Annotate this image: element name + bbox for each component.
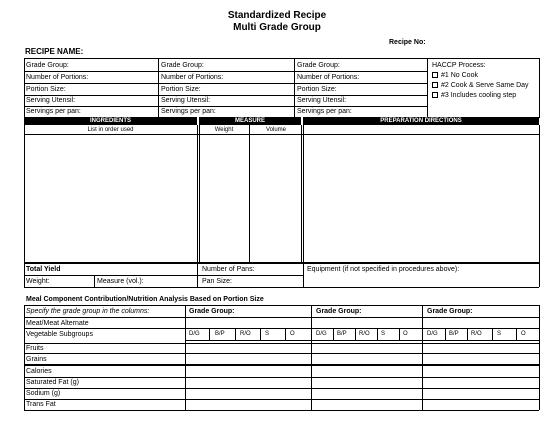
veg-o-1: O — [290, 331, 295, 337]
row-fruits: Fruits — [26, 345, 44, 352]
veg-ro-3: R/O — [471, 331, 482, 337]
checkbox-icon[interactable] — [432, 92, 438, 98]
row-meat: Meat/Meat Alternate — [26, 320, 89, 327]
col3-portions: Number of Portions: — [297, 74, 360, 81]
col1-portion-size: Portion Size: — [26, 86, 66, 93]
veg-ro-1: R/O — [240, 331, 251, 337]
row-saturated-fat: Saturated Fat (g) — [26, 379, 79, 386]
page-subtitle: Multi Grade Group — [233, 22, 321, 33]
total-yield-label: Total Yield — [26, 266, 61, 273]
col2-servings-per-pan: Servings per pan: — [161, 108, 216, 115]
col1-grade-group: Grade Group: — [26, 62, 69, 69]
checkbox-icon[interactable] — [432, 72, 438, 78]
veg-bp-3: B/P — [449, 331, 459, 337]
veg-dg-2: D/G — [316, 331, 327, 337]
weight-col-label: Weight — [214, 127, 234, 133]
recipe-no-label: Recipe No: — [389, 39, 426, 46]
nutrition-title: Meal Component Contribution/Nutrition Analysis Based on Portion Size — [26, 296, 264, 303]
nutrition-grade-group-3: Grade Group: — [427, 308, 473, 315]
yield-weight-label: Weight: — [26, 278, 50, 285]
list-in-order-label: List in order used — [87, 127, 134, 133]
haccp-option-2[interactable]: #2 Cook & Serve Same Day — [432, 82, 529, 89]
measure-header: MEASURE — [199, 117, 301, 125]
row-grains: Grains — [26, 356, 47, 363]
veg-o-2: O — [403, 331, 408, 337]
pan-size-label: Pan Size: — [202, 278, 232, 285]
veg-bp-2: B/P — [337, 331, 347, 337]
directions-header: PREPARATION DIRECTIONS — [303, 117, 539, 125]
col1-servings-per-pan: Servings per pan: — [26, 108, 81, 115]
col3-portion-size: Portion Size: — [297, 86, 337, 93]
col2-grade-group: Grade Group: — [161, 62, 204, 69]
veg-dg-1: D/G — [189, 331, 200, 337]
col2-utensil: Serving Utensil: — [161, 97, 211, 104]
row-calories: Calories — [26, 368, 52, 375]
yield-measure-label: Measure (vol.): — [97, 278, 144, 285]
nutrition-grade-group-2: Grade Group: — [316, 308, 362, 315]
haccp-option-1[interactable]: #1 No Cook — [432, 72, 478, 79]
row-sodium: Sodium (g) — [26, 390, 61, 397]
col3-utensil: Serving Utensil: — [297, 97, 347, 104]
nutrition-grade-group-1: Grade Group: — [189, 308, 235, 315]
equipment-label: Equipment (if not specified in procedures above): — [307, 266, 460, 273]
veg-ro-2: R/O — [359, 331, 370, 337]
checkbox-icon[interactable] — [432, 82, 438, 88]
col2-portion-size: Portion Size: — [161, 86, 201, 93]
row-trans-fat: Trans Fat — [26, 401, 56, 408]
page-title: Standardized Recipe — [227, 10, 327, 21]
veg-s-3: S — [497, 331, 502, 337]
specify-grade-group: Specify the grade group in the columns: — [26, 308, 150, 315]
veg-s-1: S — [265, 331, 270, 337]
recipe-name-label: RECIPE NAME: — [25, 47, 84, 56]
row-vegetable-subgroups: Vegetable Subgroups — [26, 331, 93, 338]
haccp-option-3[interactable]: #3 Includes cooling step — [432, 92, 516, 99]
haccp-title: HACCP Process: — [432, 62, 486, 69]
col3-grade-group: Grade Group: — [297, 62, 340, 69]
col3-servings-per-pan: Servings per pan: — [297, 108, 352, 115]
veg-bp-1: B/P — [215, 331, 225, 337]
volume-col-label: Volume — [265, 127, 286, 133]
col2-portions: Number of Portions: — [161, 74, 224, 81]
veg-o-3: O — [521, 331, 526, 337]
number-of-pans-label: Number of Pans: — [202, 266, 255, 273]
veg-dg-3: D/G — [427, 331, 438, 337]
col1-utensil: Serving Utensil: — [26, 97, 76, 104]
col1-portions: Number of Portions: — [26, 74, 89, 81]
ingredients-header: INGREDIENTS — [24, 117, 197, 125]
veg-s-2: S — [381, 331, 386, 337]
